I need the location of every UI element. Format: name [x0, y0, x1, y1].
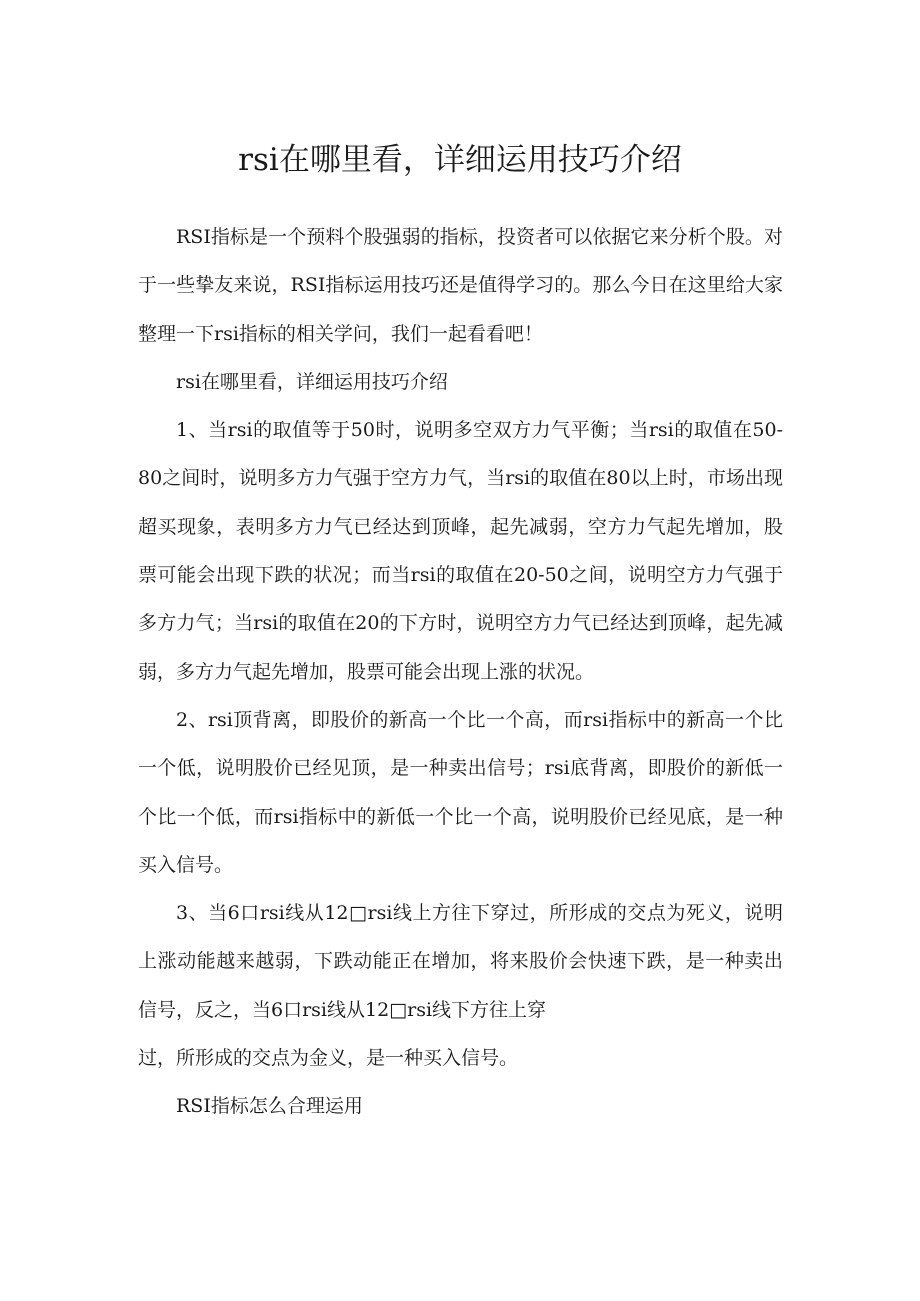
- paragraph-intro: RSI指标是一个预料个股强弱的指标，投资者可以依据它来分析个股。对于一些挚友来说，RSI指标运用技巧还是值得学习的。那么今日在这里给大家整理一下rsi指标的相关学问，我们一起看看吧！: [138, 226, 783, 345]
- paragraph-subheading: rsi在哪里看，详细运用技巧介绍: [176, 370, 448, 393]
- paragraph-point-1: 1、当rsi的取值等于50时，说明多空双方力气平衡；当rsi的取值在50-80之间时，说明多方力气强于空方力气，当rsi的取值在80以上时，市场出现超买现象，表明多方力气已经达到顶峰，起先减弱，空方力气起先增加，股票可能会出现下跌的状况；而当rsi的取值在20-50之间，说明空方力气强于多方力气；当rsi的取值在20的下方时，说明空方力气已经达到顶峰，起先减弱，多方力气起先增加，股票可能会出现上涨的状况。: [138, 419, 783, 683]
- paragraph-point-3: 3、当6口rsi线从12□rsi线上方往下穿过，所形成的交点为死义，说明上涨动能越来越弱，下跌动能正在增加，将来股价会快速下跌，是一种卖出信号，反之，当6口rsi线从12□rsi线下方往上穿: [138, 902, 783, 1021]
- paragraph-point-2: 2、rsi顶背离，即股价的新高一个比一个高，而rsi指标中的新高一个比一个低，说明股价已经见顶，是一种卖出信号；rsi底背离，即股价的新低一个比一个低，而rsi指标中的新低一个比一个高，说明股价已经见底，是一种买入信号。: [138, 708, 783, 876]
- document-body: [138, 213, 783, 1131]
- document-title: rsi在哪里看，详细运用技巧介绍: [238, 142, 682, 178]
- section-heading-usage: RSI指标怎么合理运用: [176, 1095, 363, 1118]
- paragraph-point-3-continued: 过，所形成的交点为金义，是一种买入信号。: [138, 1047, 519, 1070]
